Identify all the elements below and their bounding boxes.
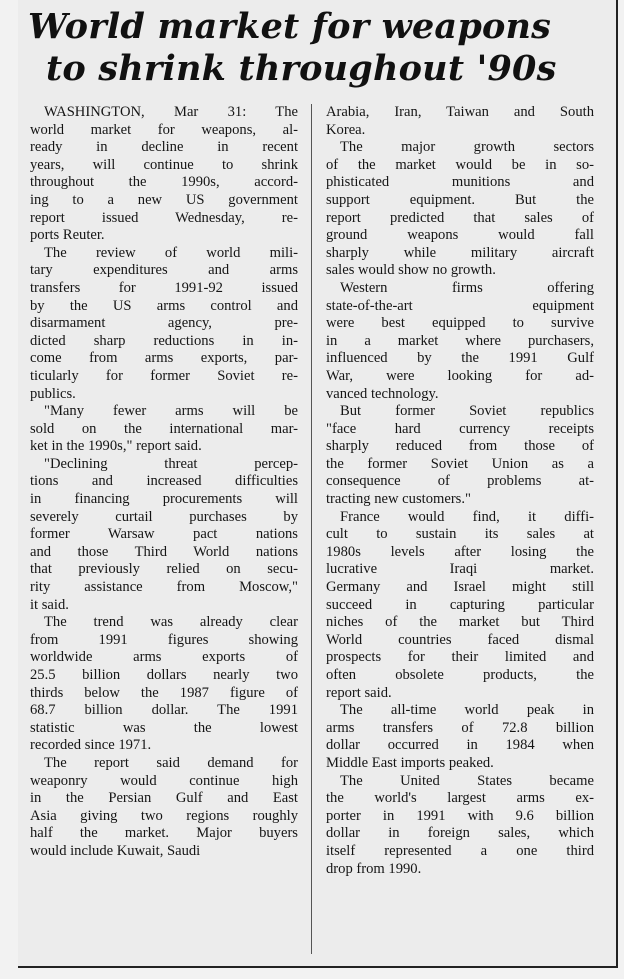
article-paragraph — [30, 403, 298, 456]
text-line: The review of world mili- — [44, 244, 298, 261]
text-line: transfers for 1991-92 issued — [30, 279, 298, 296]
text-line: But former Soviet republics — [340, 403, 594, 420]
text-line: "Many fewer arms will be — [44, 403, 298, 420]
text-line: porter in 1991 with 9.6 billion — [326, 807, 594, 824]
text-line: report predicted that sales of — [326, 209, 594, 226]
text-line: severely curtail purchases by — [30, 508, 298, 525]
text-line: WASHINGTON, Mar 31: The — [44, 104, 298, 120]
text-line: that previously relied on secu- — [30, 561, 298, 578]
newspaper-clipping — [18, 0, 618, 968]
column-divider — [311, 104, 312, 954]
text-line: in financing procurements will — [30, 491, 298, 508]
article-paragraph — [326, 280, 594, 403]
text-line: of the market would be in so- — [326, 156, 594, 173]
text-line: niches of the market but Third — [326, 614, 594, 631]
text-line: come from arms exports, par- — [30, 350, 298, 367]
text-line: former Warsaw pact nations — [30, 526, 298, 543]
text-line: weaponry would continue high — [30, 772, 298, 789]
article-paragraph — [30, 245, 298, 403]
text-line: The trend was already clear — [44, 614, 298, 631]
text-line: The all-time world peak in — [340, 702, 594, 719]
text-line: and those Third World nations — [30, 543, 298, 560]
text-line: dollar in foreign sales, which — [326, 825, 594, 842]
text-line: report issued Wednesday, re- — [30, 209, 298, 226]
article-paragraph — [326, 139, 594, 280]
text-line: statistic was the lowest — [30, 719, 298, 736]
text-line: consequence of problems at- — [326, 473, 594, 490]
text-line: The United States became — [340, 772, 594, 789]
text-line: dicted sharp reductions in in- — [30, 332, 298, 349]
text-line: World countries faced dismal — [326, 631, 594, 648]
article-paragraph — [326, 509, 594, 703]
text-line: were best equipped to survive — [326, 315, 594, 332]
article-paragraph — [30, 456, 298, 614]
text-line: from 1991 figures showing — [30, 631, 298, 648]
text-line: War, were looking for ad- — [326, 367, 594, 384]
text-line: half the market. Major buyers — [30, 825, 298, 842]
text-line: 1980s levels after losing the — [326, 543, 594, 560]
article-paragraph — [326, 702, 594, 772]
right-column — [326, 104, 594, 878]
text-line: disarmament agency, pre- — [30, 315, 298, 332]
text-line: Arabia, Iran, Taiwan and South — [326, 104, 594, 120]
text-line: ready in decline in recent — [30, 139, 298, 156]
text-line: the former Soviet Union as a — [326, 455, 594, 472]
text-line: vanced technology. — [326, 385, 439, 402]
text-line: ticularly for former Soviet re- — [30, 367, 298, 384]
text-line: 68.7 billion dollar. The 1991 — [30, 702, 298, 719]
text-line: Western firms offering — [340, 279, 594, 296]
text-line: sharply reduced from those of — [326, 438, 594, 455]
text-line: Asia giving two regions roughly — [30, 807, 298, 824]
text-line: 25.5 billion dollars nearly two — [30, 667, 298, 683]
text-line: tary expenditures and arms — [30, 262, 298, 279]
text-line: Middle East imports peaked. — [326, 754, 494, 771]
text-line: tracting new customers." — [326, 491, 471, 508]
text-line: world market for weapons, al- — [30, 121, 298, 138]
text-line: Korea. — [326, 121, 366, 138]
headline-line-1: World market for weapons — [28, 6, 552, 47]
text-line: years, will continue to shrink — [30, 156, 298, 173]
text-line: sales would show no growth. — [326, 262, 496, 279]
text-line: tions and increased difficulties — [30, 473, 298, 490]
article-paragraph — [326, 104, 594, 139]
text-line: worldwide arms exports of — [30, 649, 298, 666]
text-line: drop from 1990. — [326, 860, 422, 877]
text-line: sold on the international mar- — [30, 420, 298, 437]
text-line: ing to a new US government — [30, 191, 298, 208]
text-line: recorded since 1971. — [30, 737, 152, 754]
text-line: France would find, it diffi- — [340, 508, 594, 525]
text-line: cult to sustain its sales at — [326, 526, 594, 543]
headline — [18, 0, 616, 90]
article-paragraph — [30, 755, 298, 861]
text-line: often obsolete products, the — [326, 667, 594, 683]
text-line: Germany and Israel might still — [326, 579, 594, 596]
article-body — [30, 104, 608, 954]
text-line: state-of-the-art equipment — [326, 297, 594, 314]
text-line: ports Reuter. — [30, 227, 105, 244]
text-line: sharply while military aircraft — [326, 244, 594, 261]
article-paragraph — [326, 403, 594, 509]
text-line: phisticated munitions and — [326, 174, 594, 191]
left-column — [30, 104, 298, 861]
text-line: in the Persian Gulf and East — [30, 790, 298, 807]
text-line: The report said demand for — [44, 754, 298, 771]
text-line: throughout the 1990s, accord- — [30, 174, 298, 191]
text-line: in a market where purchasers, — [326, 332, 594, 349]
text-line: rity assistance from Moscow," — [30, 579, 298, 596]
text-line: the world's largest arms ex- — [326, 790, 594, 807]
text-line: prospects for their limited and — [326, 649, 594, 666]
text-line: thirds below the 1987 figure of — [30, 684, 298, 701]
text-line: ket in the 1990s," report said. — [30, 438, 202, 455]
article-paragraph — [30, 104, 298, 245]
text-line: succeed in capturing particular — [326, 596, 594, 613]
text-line: ground weapons would fall — [326, 227, 594, 244]
text-line: report said. — [326, 684, 392, 701]
text-line: support equipment. But the — [326, 191, 594, 208]
text-line: publics. — [30, 385, 76, 402]
headline-line-2: to shrink throughout '90s — [46, 48, 557, 89]
text-line: "face hard currency receipts — [326, 420, 594, 437]
text-line: by the US arms control and — [30, 297, 298, 314]
article-paragraph — [326, 773, 594, 879]
text-line: influenced by the 1991 Gulf — [326, 350, 594, 367]
text-line: arms transfers of 72.8 billion — [326, 719, 594, 736]
text-line: it said. — [30, 596, 69, 613]
article-paragraph — [30, 614, 298, 755]
text-line: lucrative Iraqi market. — [326, 561, 594, 578]
text-line: would include Kuwait, Saudi — [30, 842, 201, 859]
text-line: dollar occurred in 1984 when — [326, 737, 594, 754]
text-line: "Declining threat percep- — [44, 455, 298, 472]
text-line: itself represented a one third — [326, 842, 594, 859]
text-line: The major growth sectors — [340, 139, 594, 156]
